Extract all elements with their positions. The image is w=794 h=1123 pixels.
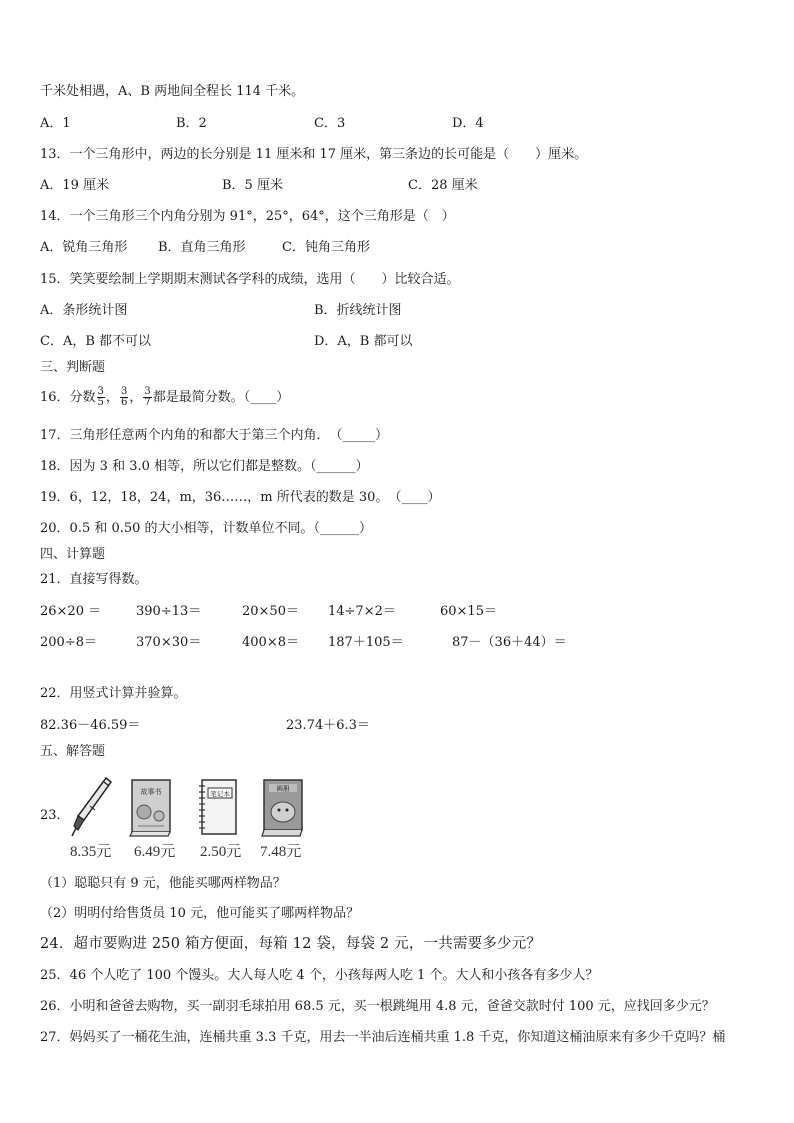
price-notebook: 2.50元	[200, 844, 242, 860]
q12-option-c: C．3	[314, 116, 346, 131]
q12-option-d: D．4	[452, 116, 484, 131]
notebook-icon	[196, 776, 242, 838]
q18-text: 18．因为 3 和 3.0 相等，所以它们都是整数。（______）	[40, 459, 369, 474]
storybook-icon	[126, 776, 176, 838]
q16-prefix: 16．分数	[40, 390, 96, 405]
q13-option-b: B．5 厘米	[222, 178, 283, 193]
q15-option-a: A．条形统计图	[40, 303, 128, 318]
price-pen: 8.35元	[70, 844, 112, 860]
storybook-label: 故事书	[140, 788, 162, 796]
q22-item-1: 82.36－46.59＝	[40, 718, 141, 733]
section-heading-judgement: 三、判断题	[40, 360, 106, 375]
frac-num: 3	[97, 386, 104, 397]
q14-text: 14．一个三角形三个内角分别为 91°，25°，64°，这个三角形是（ ）	[40, 209, 455, 224]
q13-option-a: A．19 厘米	[40, 178, 110, 193]
price-storybook: 6.49元	[134, 844, 176, 860]
q12-option-a: A．1	[40, 116, 71, 131]
section-heading-word-problems: 五、解答题	[40, 744, 106, 759]
q13-option-c: C．28 厘米	[408, 178, 478, 193]
frac-den: 6	[120, 397, 128, 408]
calc-item: 20×50＝	[242, 604, 299, 619]
picture-book-icon	[258, 776, 308, 838]
calc-item: 14÷7×2＝	[328, 604, 396, 619]
frac-num: 3	[144, 386, 151, 397]
fraction-3-5	[97, 387, 105, 408]
calc-item: 370×30＝	[136, 635, 202, 650]
q21-text: 21．直接写得数。	[40, 572, 148, 587]
calc-item: 60×15＝	[440, 604, 497, 619]
q24-text: 24．超市要购进 250 箱方便面，每箱 12 袋，每袋 2 元，一共需要多少元？	[40, 936, 542, 952]
q22-text: 22．用竖式计算并验算。	[40, 686, 187, 701]
q15-text: 15．笑笑要绘制上学期期末测试各学科的成绩，选用（ ）比较合适。	[40, 272, 460, 287]
calc-item: 200÷8＝	[40, 635, 97, 650]
pen-icon	[68, 776, 114, 838]
price-picture-book: 7.48元	[260, 844, 302, 860]
q19-text: 19．6，12，18，24，m，36……，m 所代表的数是 30。 （____）	[40, 490, 441, 505]
q23-part-1: （1）聪聪只有 9 元，他能买哪两样物品？	[40, 876, 286, 891]
picture-book-label: 画册	[276, 784, 290, 793]
q15-option-c: C．A，B 都不可以	[40, 334, 152, 349]
q14-option-b: B．直角三角形	[158, 240, 246, 255]
calc-item: 26×20 ＝	[40, 604, 102, 619]
q12-option-b: B．2	[176, 116, 207, 131]
q15-option-b: B．折线统计图	[314, 303, 402, 318]
q20-text: 20．0.5 和 0.50 的大小相等，计数单位不同。（______）	[40, 521, 373, 536]
notebook-label: 笔记本	[210, 790, 230, 798]
q13-text: 13．一个三角形中，两边的长分别是 11 厘米和 17 厘米，第三条边的长可能是（ ）厘米。	[40, 147, 588, 162]
q22-item-2: 23.74＋6.3＝	[286, 718, 370, 733]
q26-text: 26．小明和爸爸去购物，买一副羽毛球拍用 68.5 元，买一根跳绳用 4.8 元，爸爸交款时付 100 元，应找回多少元？	[40, 999, 715, 1014]
q14-option-a: A．锐角三角形	[40, 240, 128, 255]
q16-suffix: 都是最简分数。（____）	[152, 390, 290, 405]
calc-item: 400×8＝	[242, 635, 299, 650]
q23-number: 23．	[40, 808, 70, 823]
calc-item: 187＋105＝	[328, 635, 404, 650]
fraction-3-7	[143, 387, 151, 408]
section-heading-calculation: 四、计算题	[40, 547, 106, 562]
calc-item: 390÷13＝	[136, 604, 202, 619]
q17-text: 17．三角形任意两个内角的和都大于第三个内角． （_____）	[40, 428, 389, 443]
q16-text: 16．分数 $\frac{3}{5}$ ， $\frac{3}{6}$ ， $\frac{3}{7}$ 都是最简分数。（____）	[40, 386, 290, 408]
q15-option-d: D．A，B 都可以	[314, 334, 413, 349]
frac-den: 5	[97, 397, 104, 408]
calc-item: 87－（36＋44）＝	[452, 635, 567, 650]
q23-part-2: （2）明明付给售货员 10 元，他可能买了哪两样物品？	[40, 906, 360, 921]
q14-option-c: C．钝角三角形	[282, 240, 370, 255]
line-continuation: 千米处相遇，A、B 两地间全程长 114 千米。	[40, 84, 305, 99]
frac-den: 7	[144, 397, 151, 408]
fraction-3-6	[120, 387, 128, 408]
q27-text: 27．妈妈买了一桶花生油，连桶共重 3.3 千克，用去一半油后连桶共重 1.8 千克，你知道这桶油原来有多少千克吗？桶	[40, 1030, 726, 1045]
q25-text: 25．46 个人吃了 100 个馒头。大人每人吃 4 个，小孩每两人吃 1 个。大人和小孩各有多少人？	[40, 968, 599, 983]
frac-num: 3	[120, 386, 128, 397]
